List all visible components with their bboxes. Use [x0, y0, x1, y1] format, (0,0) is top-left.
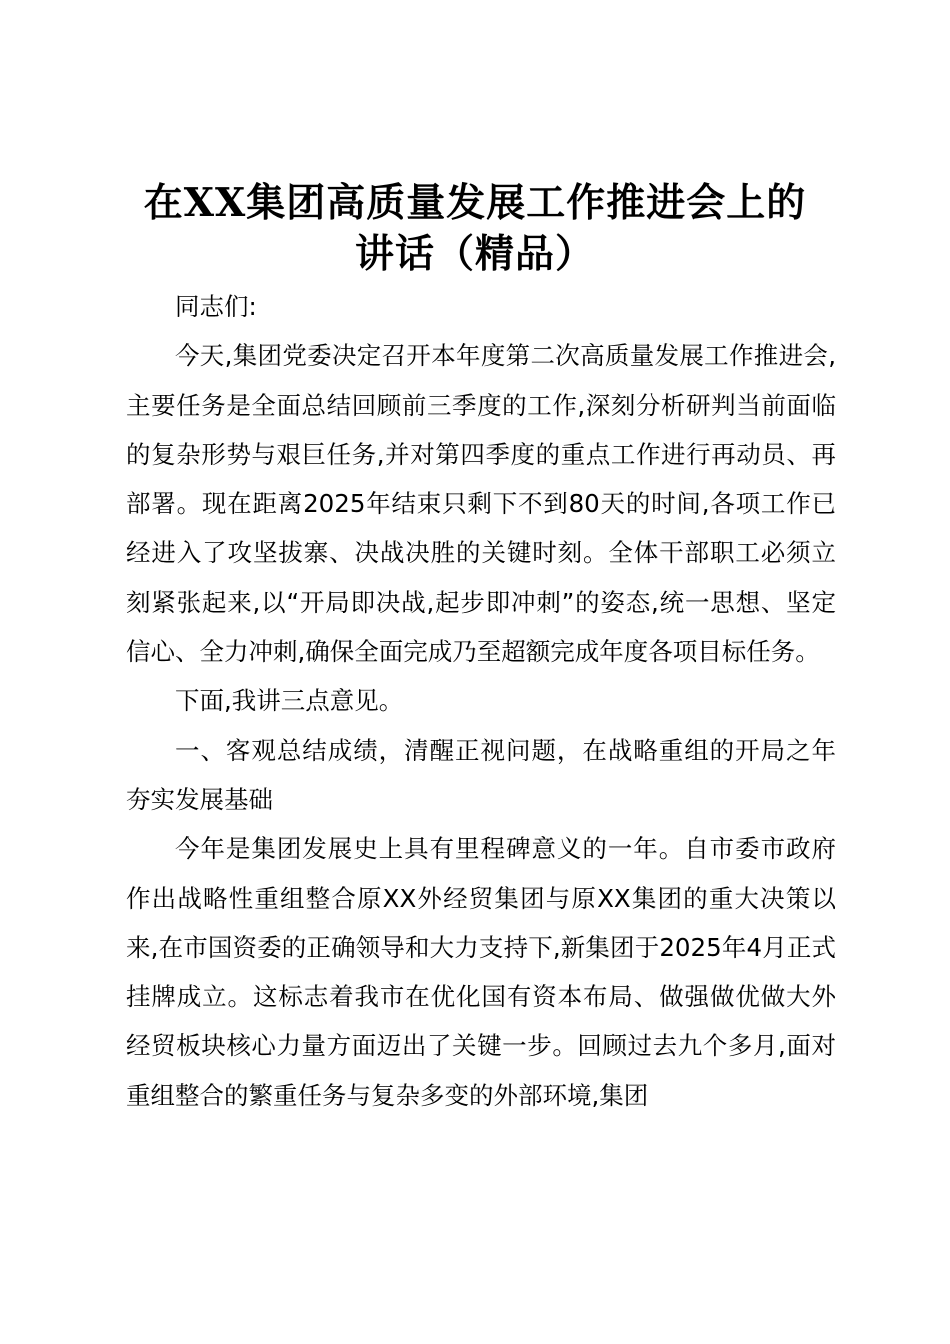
salutation: 同志们:: [175, 292, 257, 321]
title-line-2: 讲话（精品）: [354, 231, 595, 277]
document-title: [120, 178, 830, 280]
title-line-1: 在XX集团高质量发展工作推进会上的: [143, 180, 807, 226]
paragraph-opening: 今天,集团党委决定召开本年度第二次高质量发展工作推进会,主要任务是全面总结回顾前三季度的工作,深刻分析研判当前面临的复杂形势与艰巨任务,并对第四季度的重点工作进行再动员、再部署。现在距离2025年结束只剩下不到80天的时间,各项工作已经进入了攻坚拔寨、决战决胜的关键时刻。全体干部职工必须立刻紧张起来,以“开局即决战,起步即冲刺”的姿态,统一思想、坚定信心、全力冲刺,确保全面完成乃至超额完成年度各项目标任务。: [126, 341, 836, 667]
paragraph-section-1: 今年是集团发展史上具有里程碑意义的一年。自市委市政府作出战略性重组整合原XX外经贸集团与原XX集团的重大决策以来,在市国资委的正确领导和大力支持下,新集团于2025年4月正式挂牌成立。这标志着我市在优化国有资本布局、做强做优做大外经贸板块核心力量方面迈出了关键一步。回顾过去九个多月,面对重组整合的繁重任务与复杂多变的外部环境,集团: [126, 834, 836, 1110]
paragraph-intro: 下面,我讲三点意见。: [175, 686, 404, 716]
section-heading-1: 一、客观总结成绩，清醒正视问题，在战略重组的开局之年夯实发展基础: [126, 735, 836, 814]
document-body: [126, 282, 836, 1120]
